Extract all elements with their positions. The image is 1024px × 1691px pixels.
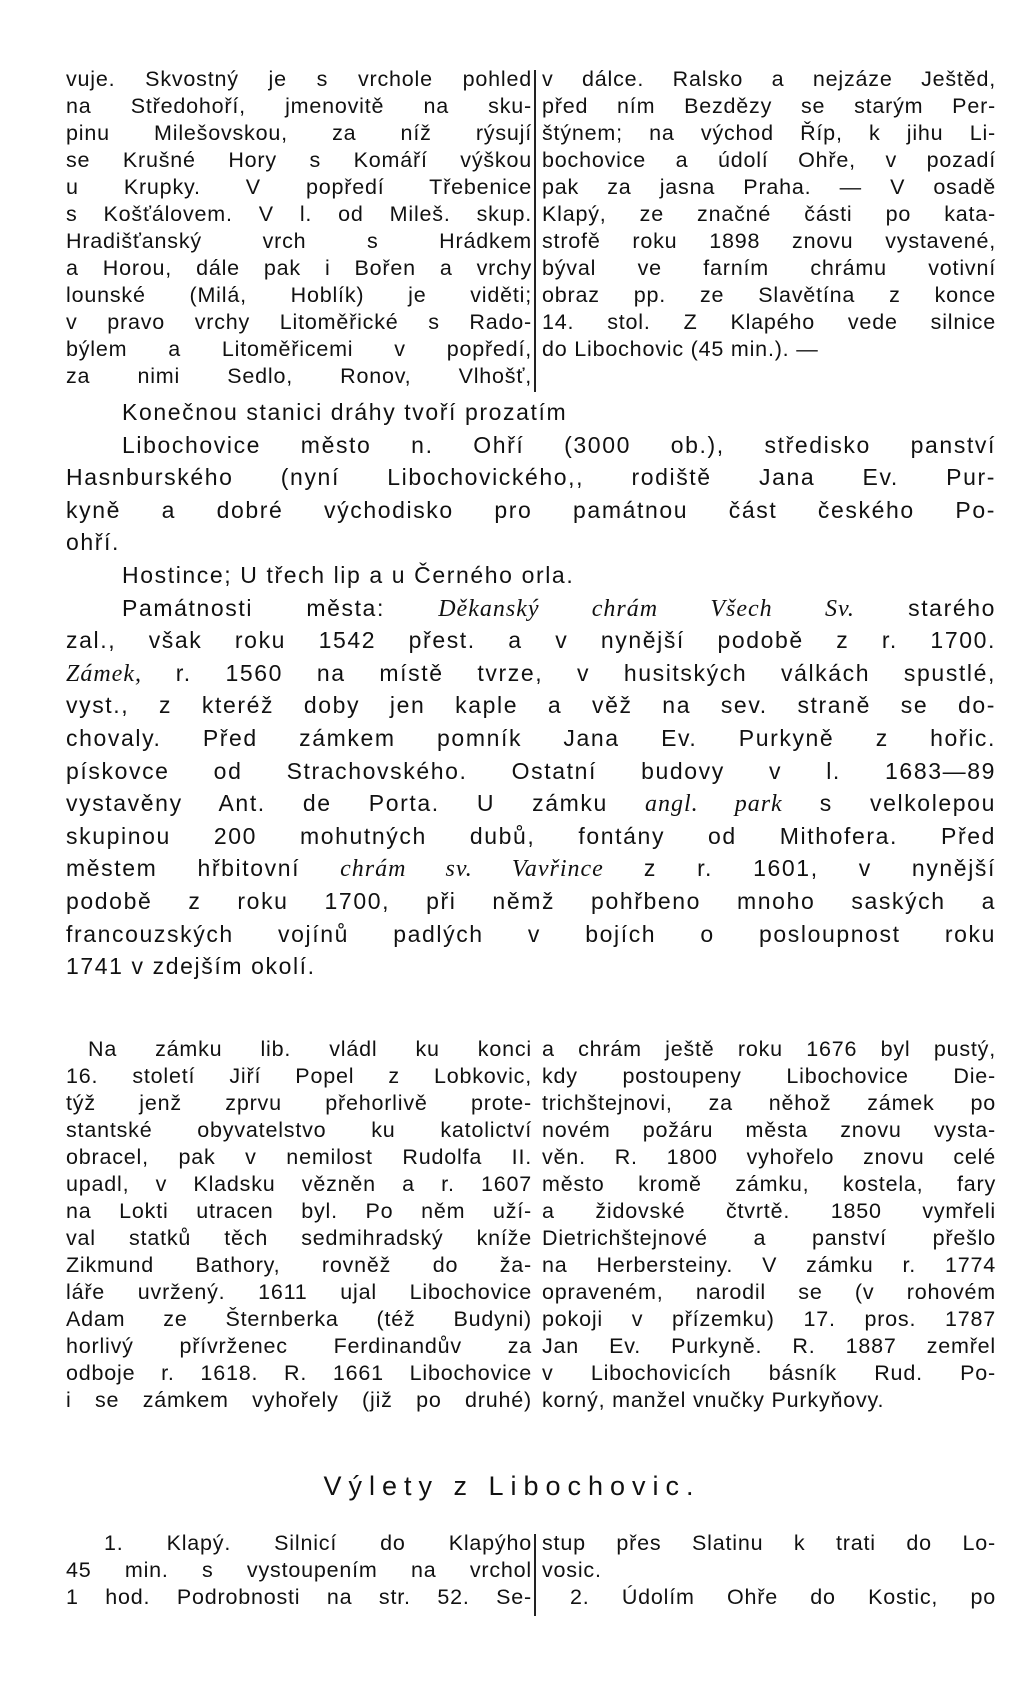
hostince-line: Hostince; U třech lip a u Černého orla. <box>122 561 575 588</box>
trips-two-column-block <box>66 1530 996 1620</box>
history-right-column <box>542 1036 996 1414</box>
text-line: upadl, v Kladsku vězněn a r. 1607 <box>66 1172 532 1196</box>
text-run: r. 1560 na místě tvrze, v husitských válkách spustlé, <box>141 659 996 686</box>
text-line: opraveném, narodil se (v rohovém <box>542 1280 996 1304</box>
text-line: město kromě zámku, kostela, fary <box>542 1172 996 1196</box>
italic-run: Děkanský chrám Všech Sv. <box>438 595 855 622</box>
intro-left-column <box>66 66 532 390</box>
text-line: 45 min. s vystoupením na vrchol <box>66 1558 532 1582</box>
text-line: kyně a dobré východisko pro památnou část českého Po- <box>66 496 996 523</box>
text-line: 1741 v zdejším okolí. <box>66 953 316 980</box>
text-line <box>66 657 996 690</box>
text-line: korný, manžel vnučky Purkyňovy. <box>542 1388 885 1412</box>
intro-two-column-block <box>66 66 996 396</box>
text-line: i se zámkem vyhořely (již po druhé) <box>66 1388 532 1412</box>
text-line: Libochovice město n. Ohří (3000 ob.), středisko panství <box>122 431 996 458</box>
text-line: Adam ze Šternberka (též Budyni) <box>66 1307 532 1331</box>
text-line: novém požáru města znovu vysta- <box>542 1118 996 1142</box>
text-line: na Středohoří, jmenovitě na sku- <box>66 94 532 118</box>
text-line: obraz pp. ze Slavětína z konce <box>542 283 996 307</box>
text-line: pískovce od Strachovského. Ostatní budovy v l. 1683—89 <box>66 757 996 784</box>
history-left-column <box>66 1036 532 1414</box>
text-line: pokoji v přízemku) 17. pros. 1787 <box>542 1307 996 1331</box>
text-line: na Lokti utracen byl. Po něm uží- <box>66 1199 532 1223</box>
italic-run: Zámek, <box>66 660 142 687</box>
text-line: Hradišťanský vrch s Hrádkem <box>66 229 532 253</box>
text-line: Na zámku lib. vládl ku konci <box>88 1037 532 1061</box>
text-line: do Libochovic (45 min.). — <box>542 337 819 361</box>
text-line: odboje r. 1618. R. 1661 Libochovice <box>66 1361 532 1385</box>
text-line: a chrám ještě roku 1676 byl pustý, <box>542 1037 996 1061</box>
text-line: val statků těch sedmihradský kníže <box>66 1226 532 1250</box>
main-prose <box>66 396 996 983</box>
text-line <box>66 787 996 820</box>
text-line: býlem a Litoměřicemi v popředí, <box>66 337 532 361</box>
text-line: stup přes Slatinu k trati do Lo- <box>542 1531 996 1555</box>
text-line: skupinou 200 mohutných dubů, fontány od Mithofera. Před <box>66 822 996 849</box>
text-line: na Herbersteiny. V zámku r. 1774 <box>542 1253 996 1277</box>
text-line: pak za jasna Praha. — V osadě <box>542 175 996 199</box>
text-line: Hasnburského (nyní Libochovického,, rodiště Jana Ev. Pur- <box>66 464 996 491</box>
text-line: vuje. Skvostný je s vrchole pohled <box>66 67 532 91</box>
history-two-column-block <box>66 1036 996 1416</box>
trips-right-column <box>542 1530 996 1611</box>
column-divider <box>534 70 536 392</box>
text-line: horlivý přívrženec Ferdinandův za <box>66 1334 532 1358</box>
text-line: Konečnou stanici dráhy tvoří prozatím <box>122 399 568 425</box>
text-run: Památnosti města: <box>122 594 439 621</box>
text-line: francouzských vojínů padlých v bojích o posloupnost roku <box>66 920 996 947</box>
text-run: z r. 1601, v nynější <box>603 855 996 882</box>
italic-run: angl. park <box>644 791 783 818</box>
text-line: 1 hod. Podrobnosti na str. 52. Se- <box>66 1585 532 1609</box>
text-line: bochovice a údolí Ohře, v pozadí <box>542 148 996 172</box>
text-line: za nimi Sedlo, Ronov, Vlhošť, <box>66 364 532 388</box>
text-line: a Horou, dále pak i Bořen a vrchy <box>66 256 532 280</box>
text-line: chovaly. Před zámkem pomník Jana Ev. Purkyně z hořic. <box>66 724 996 751</box>
text-line: v pravo vrchy Litoměřické s Rado- <box>66 310 532 334</box>
text-line: podobě z roku 1700, při němž pohřbeno mnoho saských a <box>66 887 996 914</box>
text-line: a židovské čtvrtě. 1850 vymřeli <box>542 1199 996 1223</box>
text-line: v dálce. Ralsko a nejzáze Ještěd, <box>542 67 996 91</box>
text-line: Klapý, ze značné části po kata- <box>542 202 996 226</box>
trips-left-column <box>66 1530 532 1611</box>
text-line: s Košťálovem. V l. od Mileš. skup. <box>66 202 532 226</box>
intro-right-column <box>542 66 996 363</box>
text-line <box>66 852 996 885</box>
text-line: strofě roku 1898 znovu vystavené, <box>542 229 996 253</box>
column-divider <box>534 1534 536 1616</box>
text-line: u Krupky. V popředí Třebenice <box>66 175 532 199</box>
text-line: zal., však roku 1542 přest. a v nynější podobě z r. 1700. <box>66 627 996 654</box>
text-line <box>66 592 996 625</box>
text-line: 2. Údolím Ohře do Kostic, po <box>570 1585 996 1609</box>
text-line: 14. stol. Z Klapého vede silnice <box>542 310 996 334</box>
section-heading: Výlety z Libochovic. <box>323 1471 701 1501</box>
text-run: vystavěny Ant. de Porta. U zámku <box>66 790 645 817</box>
italic-run: chrám sv. Vavřince <box>340 856 604 883</box>
text-line: pinu Milešovskou, za níž rýsují <box>66 121 532 145</box>
text-line: 1. Klapý. Silnicí do Klapýho <box>104 1531 532 1555</box>
text-line: štýnem; na východ Říp, k jihu Li- <box>542 121 996 145</box>
text-line: obracel, pak v nemilost Rudolfa II. <box>66 1145 532 1169</box>
text-line: vyst., z kteréž doby jen kaple a věž na sev. straně se do- <box>66 692 996 719</box>
text-line: Jan Ev. Purkyně. R. 1887 zemřel <box>542 1334 996 1358</box>
text-line: ohří. <box>66 529 121 556</box>
text-line: Dietrichštejnové a panství přešlo <box>542 1226 996 1250</box>
text-run: starého <box>854 594 996 621</box>
text-line: býval ve farním chrámu votivní <box>542 256 996 280</box>
text-line: týž jenž zprvu přehorlivě prote- <box>66 1091 532 1115</box>
text-line: Zikmund Bathory, rovněž do ža- <box>66 1253 532 1277</box>
text-line: lounské (Milá, Hoblík) je viděti; <box>66 283 532 307</box>
text-line: se Krušné Hory s Komáří výškou <box>66 148 532 172</box>
text-line: 16. století Jiří Popel z Lobkovic, <box>66 1064 532 1088</box>
text-line: stantské obyvatelstvo ku katolictví <box>66 1118 532 1142</box>
text-line: vosic. <box>542 1558 602 1582</box>
text-run: s velkolepou <box>782 790 996 817</box>
text-line: před ním Bezdězy se starým Per- <box>542 94 996 118</box>
text-line: trichštejnovi, za něhož zámek po <box>542 1091 996 1115</box>
text-line: v Libochovicích básník Rud. Po- <box>542 1361 996 1385</box>
text-line: věn. R. 1800 vyhořelo znovu celé <box>542 1145 996 1169</box>
text-run: městem hřbitovní <box>66 855 341 882</box>
text-line: kdy postoupeny Libochovice Die- <box>542 1064 996 1088</box>
text-line: láře uvržený. 1611 ujal Libochovice <box>66 1280 532 1304</box>
